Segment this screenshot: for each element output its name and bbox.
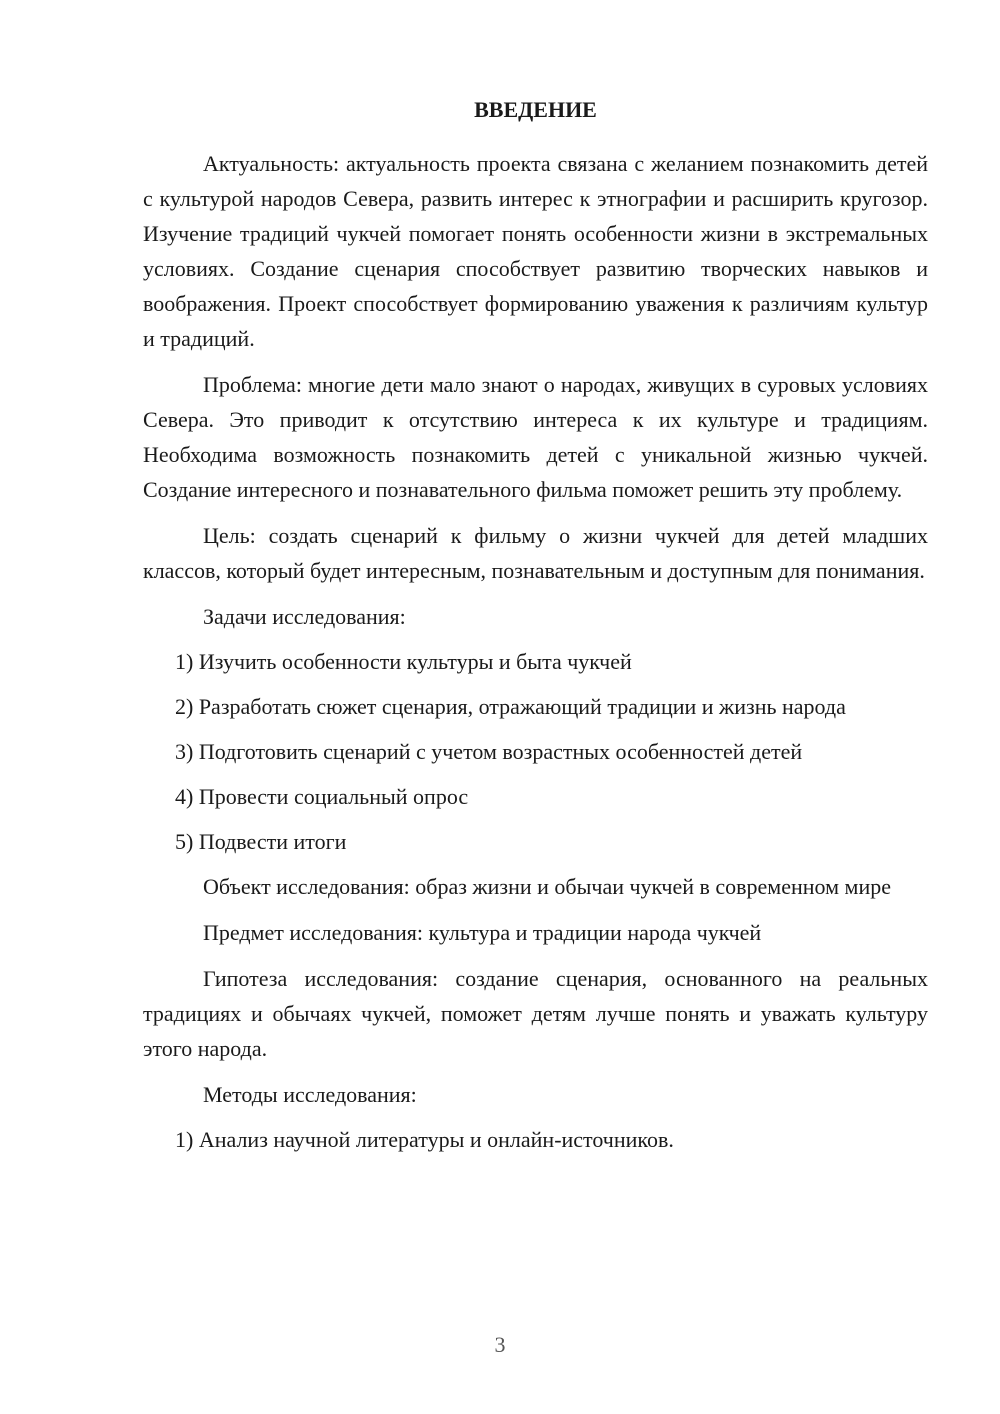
problem-paragraph: Проблема: многие дети мало знают о народах, живущих в суровых условиях Севера. Это приводит к отсутствию интереса к их культуре и традициям. Необходима возможность познакомить детей с уникальной жизнью чукчей. Создание интересного и познавательного фильма поможет решить эту проблему. <box>143 372 928 502</box>
task-item: 3) Подготовить сценарий с учетом возрастных особенностей детей <box>175 739 803 764</box>
task-item: 2) Разработать сюжет сценария, отражающий традиции и жизнь народа <box>175 694 846 719</box>
page-body <box>143 96 928 1167</box>
tasks-heading: Задачи исследования: <box>203 604 406 629</box>
task-item: 4) Провести социальный опрос <box>175 784 469 809</box>
relevance-paragraph: Актуальность: актуальность проекта связана с желанием познакомить детей с культурой народов Севера, развить интерес к этнографии и расширить кругозор. Изучение традиций чукчей помогает понять особенности жизни в экстремальных условиях. Создание сценария способствует развитию творческих навыков и воображения. Проект способствует формированию уважения к различиям культур и традиций. <box>143 151 928 351</box>
goal-paragraph: Цель: создать сценарий к фильму о жизни чукчей для детей младших классов, который будет интересным, познавательным и доступным для понимания. <box>143 523 928 583</box>
subject-paragraph: Предмет исследования: культура и традиции народа чукчей <box>203 920 762 945</box>
page-title: ВВЕДЕНИЕ <box>474 97 597 122</box>
object-paragraph: Объект исследования: образ жизни и обычаи чукчей в современном мире <box>203 874 891 899</box>
page-number: 3 <box>494 1332 506 1357</box>
hypothesis-paragraph: Гипотеза исследования: создание сценария, основанного на реальных традициях и обычаях чукчей, поможет детям лучше понять и уважать культуру этого народа. <box>143 966 928 1061</box>
task-item: 1) Изучить особенности культуры и быта чукчей <box>175 649 632 674</box>
method-item: 1) Анализ научной литературы и онлайн-источников. <box>175 1127 674 1152</box>
task-item: 5) Подвести итоги <box>175 829 347 854</box>
methods-heading: Методы исследования: <box>203 1082 417 1107</box>
